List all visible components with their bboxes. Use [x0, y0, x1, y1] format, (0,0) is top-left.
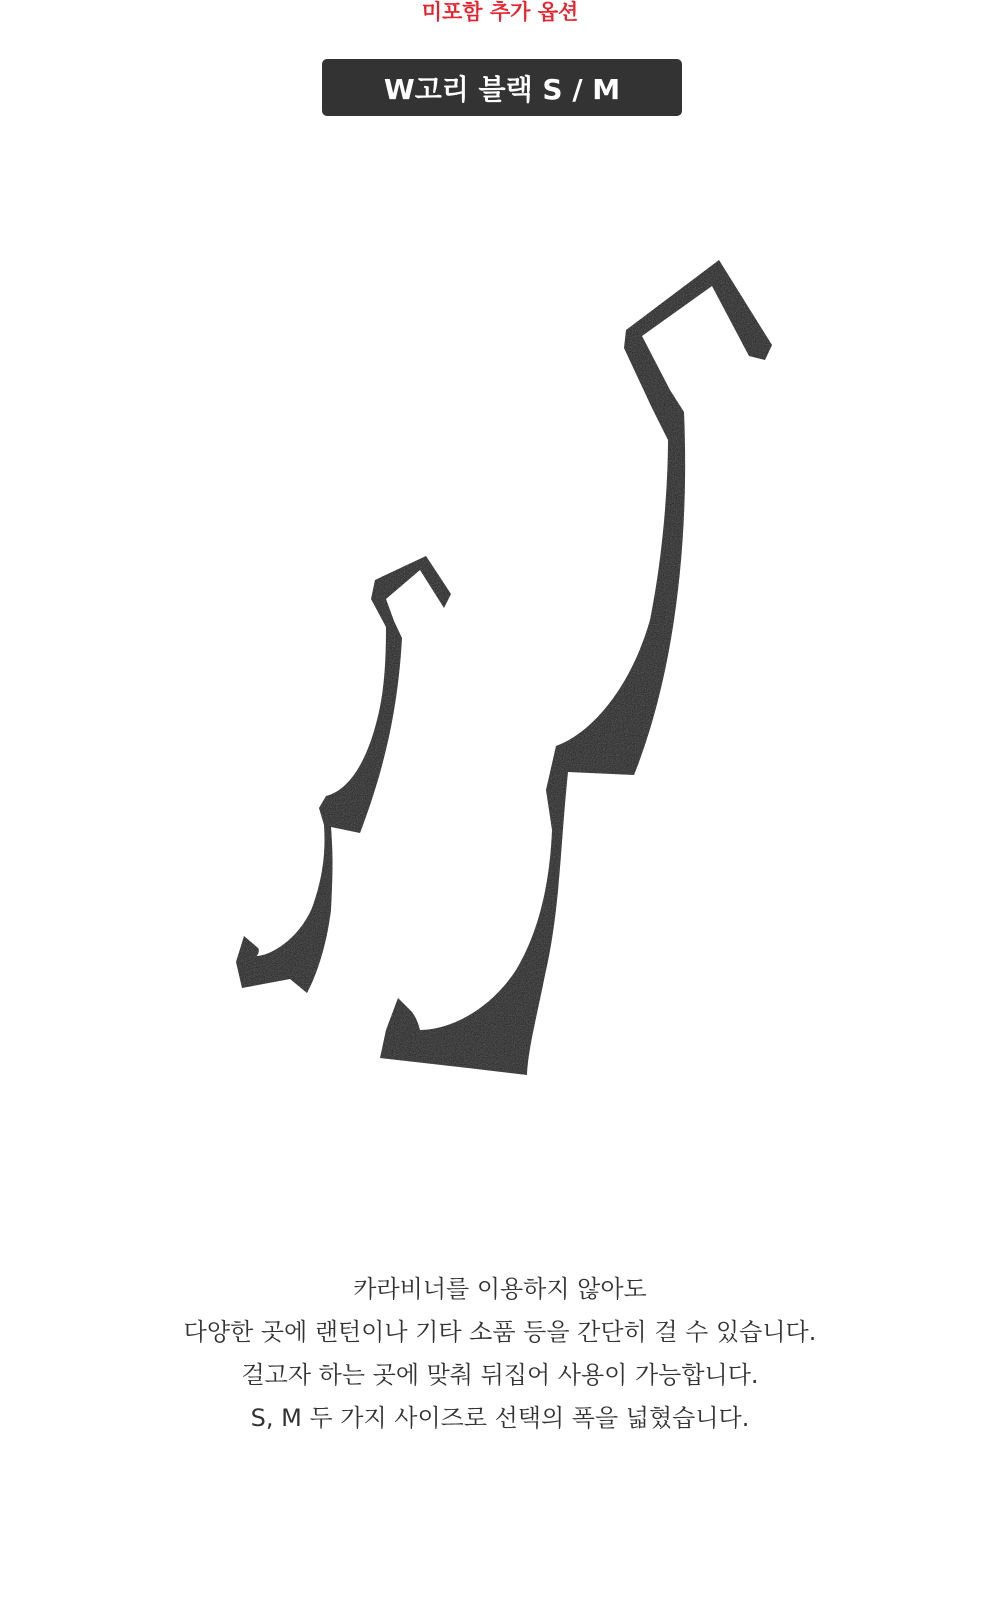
- option-label: 미포함 추가 옵션: [421, 0, 579, 24]
- page-title: W고리 블랙 S / M: [383, 72, 621, 106]
- hook-medium: [380, 260, 772, 1075]
- description-line-1: 카라비너를 이용하지 않아도: [353, 1275, 647, 1303]
- description-line-4: S, M 두 가지 사이즈로 선택의 폭을 넓혔습니다.: [250, 1404, 750, 1432]
- description-line-2: 다양한 곳에 랜턴이나 기타 소품 등을 간단히 걸 수 있습니다.: [183, 1318, 817, 1346]
- product-image: [0, 150, 1000, 1150]
- description: [0, 1268, 1000, 1440]
- hook-small: [236, 556, 451, 993]
- title-bar: [322, 59, 682, 116]
- description-line-3: 걸고자 하는 곳에 맞춰 뒤집어 사용이 가능합니다.: [241, 1361, 759, 1389]
